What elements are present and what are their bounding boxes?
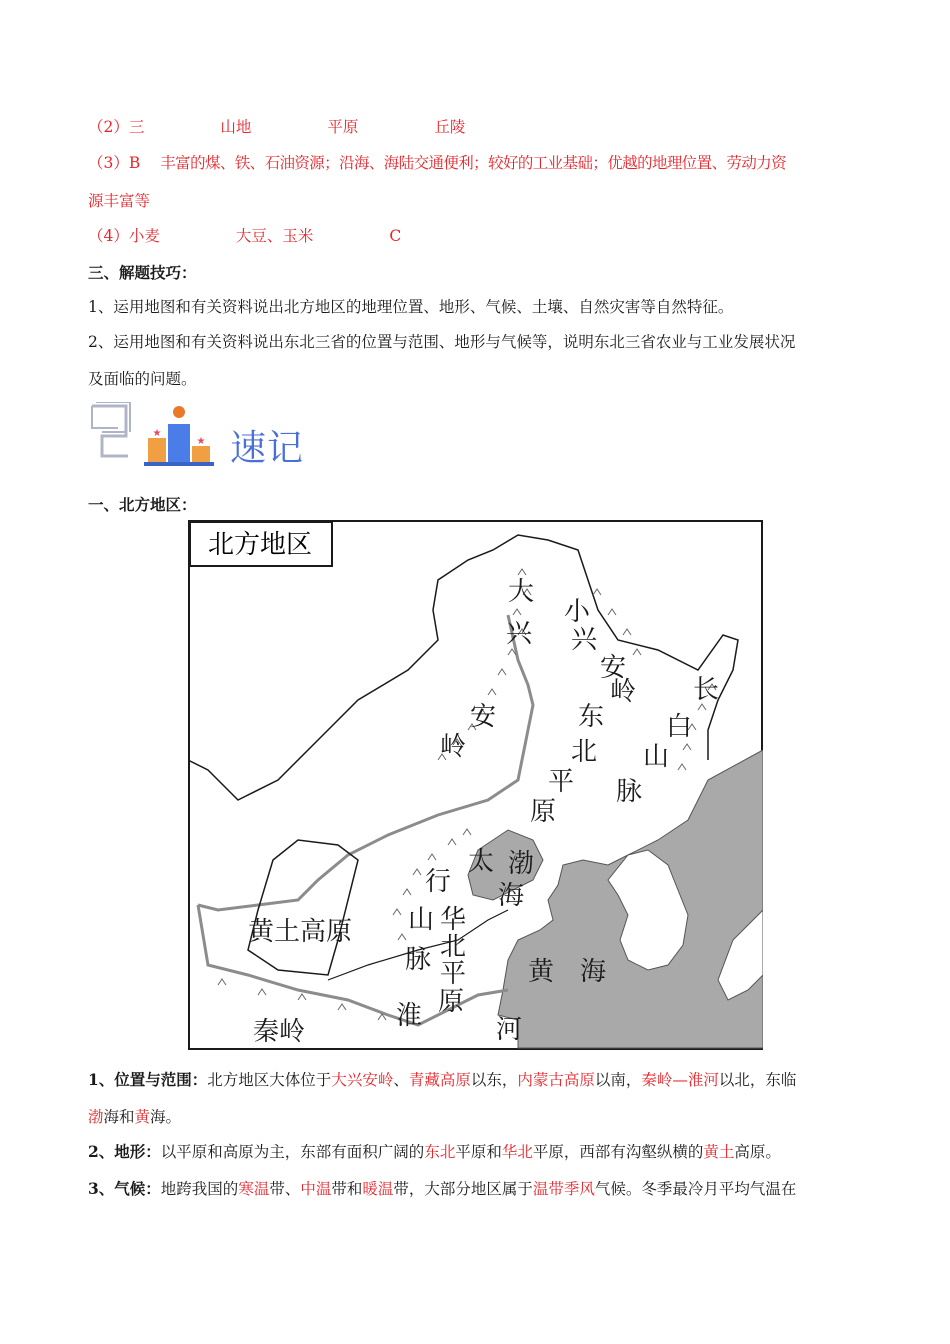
label-dongbei-3: 平 <box>548 767 575 797</box>
fact-3-r2: 中温 <box>300 1180 332 1198</box>
label-xiaoxinganling-2: 兴 <box>571 625 598 655</box>
fact-2-t3: 平原，西部有沟壑纵横的 <box>532 1143 704 1161</box>
answer-4-item1: 大豆、玉米 <box>235 227 314 245</box>
label-huaihe-1: 淮 <box>396 1001 423 1031</box>
fact-2-r2: 华北 <box>501 1143 533 1161</box>
answer-2-item1: 山地 <box>220 118 252 136</box>
label-taihang-1: 太 <box>468 847 495 877</box>
answer-4-prefix: （4）小麦 <box>88 227 160 245</box>
fact-2-t4: 高原。 <box>734 1143 781 1161</box>
fact-1-r2: 青藏高原 <box>408 1071 471 1089</box>
fact-1-t6: 海和 <box>103 1108 135 1126</box>
tips-item-2-cont: 及面临的问题。 <box>88 370 197 388</box>
label-qinling: 秦岭 <box>253 1017 306 1047</box>
fact-1-label: 1、位置与范围： <box>88 1070 208 1089</box>
label-huanghai-2: 海 <box>580 957 607 987</box>
label-huabei-2: 北 <box>440 932 467 962</box>
fact-1-r1: 大兴安岭 <box>331 1071 394 1089</box>
label-bohai-2: 海 <box>498 881 525 911</box>
tips-item-2: 2、运用地图和有关资料说出东北三省的位置与范围、地形与气候等，说明东北三省农业与工业发展状况 <box>88 333 796 351</box>
label-changbai-2: 白 <box>666 712 693 742</box>
north-china-map <box>188 520 763 1050</box>
answer-2-item2: 平原 <box>327 118 359 136</box>
fact-1-cont <box>88 1106 181 1128</box>
label-huangtu: 黄土高原 <box>248 917 353 947</box>
fact-3-label: 3、气候： <box>88 1179 161 1198</box>
label-dongbei-1: 东 <box>578 702 605 732</box>
label-dongbei-4: 原 <box>530 797 557 827</box>
fact-1-t3: 以东， <box>470 1071 518 1089</box>
answer-4-item2: C <box>389 227 402 245</box>
label-changbai-3: 山 <box>643 742 670 772</box>
answer-2-prefix: （2）三 <box>88 118 145 136</box>
fact-1-t4: 以南， <box>594 1071 642 1089</box>
answer-3 <box>88 152 786 174</box>
label-huabei-4: 原 <box>438 987 465 1017</box>
tips-item-1: 1、运用地图和有关资料说出北方地区的地理位置、地形、气候、土壤、自然灾害等自然特征。 <box>88 298 734 316</box>
fact-3-r1: 寒温 <box>238 1180 270 1198</box>
label-taihang-4: 脉 <box>405 945 432 975</box>
fact-1-t5: 以北，东临 <box>718 1071 797 1089</box>
label-bohai-1: 渤 <box>508 849 535 879</box>
fact-3-t2: 带、 <box>269 1180 301 1198</box>
answer-3-text-cont: 源丰富等 <box>88 192 151 210</box>
answer-2-item3: 丘陵 <box>434 118 466 136</box>
label-daxinganling-2: 兴 <box>506 619 533 649</box>
fact-1 <box>88 1069 796 1091</box>
map-svg <box>188 520 763 1050</box>
fact-2-label: 2、地形： <box>88 1142 161 1161</box>
svg-text:★: ★ <box>152 428 162 439</box>
label-taihang-3: 山 <box>408 905 435 935</box>
label-daxinganling-3: 安 <box>470 702 497 732</box>
fact-3-r4: 温带季风 <box>532 1180 595 1198</box>
fact-3-t4: 带，大部分地区属于 <box>393 1180 533 1198</box>
fact-1-r3: 内蒙古高原 <box>517 1071 595 1089</box>
section-banner <box>88 402 328 472</box>
fact-3-t3: 带和 <box>331 1180 363 1198</box>
label-xiaoxinganling-3: 安 <box>600 653 627 683</box>
fact-2-t1: 以平原和高原为主，东部有面积广阔的 <box>160 1143 425 1161</box>
fact-2-t2: 平原和 <box>455 1143 502 1161</box>
podium-icon <box>144 406 214 466</box>
answer-3-prefix: （3）B <box>88 154 141 172</box>
label-xiaoxinganling-1: 小 <box>564 597 591 627</box>
region-heading: 一、北方地区： <box>88 495 197 514</box>
label-huaihe-2: 河 <box>496 1015 523 1045</box>
map-title: 北方地区 <box>207 530 313 560</box>
fact-3-t5: 气候。冬季最冷月平均气温在 <box>594 1180 797 1198</box>
label-huanghai-1: 黄 <box>528 957 555 987</box>
fact-2 <box>88 1141 781 1163</box>
label-huabei-1: 华 <box>440 905 467 935</box>
fact-2-r3: 黄土 <box>703 1143 735 1161</box>
svg-text:★: ★ <box>196 436 206 447</box>
label-taihang-2: 行 <box>425 867 452 897</box>
label-daxinganling-4: 岭 <box>440 732 467 762</box>
answer-3-text: 丰富的煤、铁、石油资源；沿海、海陆交通便利；较好的工业基础；优越的地理位置、劳动力资 <box>160 154 787 172</box>
fact-1-t1: 北方地区大体位于 <box>207 1071 332 1089</box>
fact-3-r3: 暖温 <box>362 1180 394 1198</box>
fact-2-r1: 东北 <box>424 1143 456 1161</box>
label-changbai-4: 脉 <box>616 777 643 807</box>
label-daxinganling-1: 大 <box>508 577 535 607</box>
fact-1-r4: 秦岭—淮河 <box>641 1071 719 1089</box>
fact-1-t7: 海。 <box>150 1108 182 1126</box>
fact-1-r5: 渤 <box>88 1108 104 1126</box>
fact-3-t1: 地跨我国的 <box>160 1180 239 1198</box>
label-xiaoxinganling-4: 岭 <box>610 677 637 707</box>
label-changbai-1: 长 <box>693 675 720 705</box>
tips-heading: 三、解题技巧： <box>88 263 197 282</box>
label-dongbei-2: 北 <box>571 737 598 767</box>
fact-3 <box>88 1178 796 1200</box>
answer-4 <box>88 225 401 247</box>
answer-3-cont <box>88 190 150 212</box>
section-title: 速记 <box>230 428 305 469</box>
fact-1-t2: 、 <box>393 1071 409 1089</box>
label-huabei-3: 平 <box>440 959 467 989</box>
answer-2 <box>88 116 465 138</box>
fact-1-r6: 黄 <box>134 1108 151 1126</box>
